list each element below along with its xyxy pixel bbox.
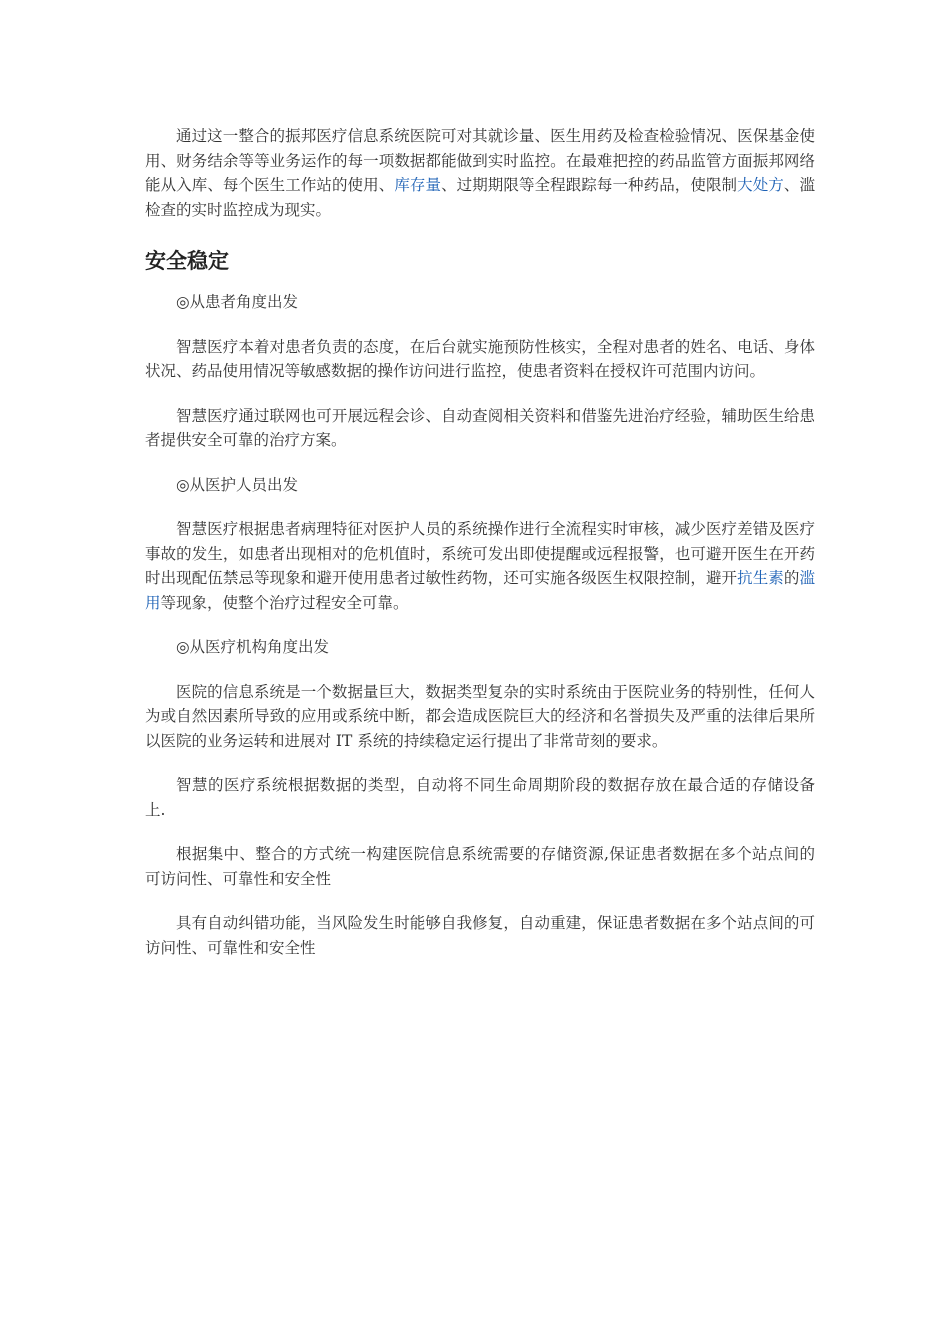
- subheading-patient: ◎从患者角度出发: [176, 293, 299, 311]
- patient-paragraph-2: 智慧医疗通过联网也可开展远程会诊、自动查阅相关资料和借鉴先进治疗经验，辅助医生给患者提供安全可靠的治疗方案。: [145, 406, 815, 449]
- org-paragraph-3: 根据集中、整合的方式统一构建医院信息系统需要的存储资源,保证患者数据在多个站点间的可访问性、可靠性和安全性: [145, 845, 815, 888]
- intro-paragraph: [145, 124, 815, 222]
- org-paragraph-2: 智慧的医疗系统根据数据的类型，自动将不同生命周期阶段的数据存放在最合适的存储设备上.: [145, 776, 815, 819]
- intro-text-2: 、过期期限等全程跟踪每一种药品，使限制: [441, 176, 738, 194]
- intro-text-1: 通过这一整合的振邦医疗信息系统医院可对其就诊量、医生用药及检查检验情况、医保基金使用、财务结余等等业务运作的每一项数据都能做到实时监控。在最难把控的药品监管方面振邦网络能从入库、每个医生工作站的使用、: [145, 127, 815, 194]
- org-paragraph-1: 医院的信息系统是一个数据量巨大，数据类型复杂的实时系统由于医院业务的特别性，任何人为或自然因素所导致的应用或系统中断，都会造成医院巨大的经济和名誉损失及严重的法律后果所以医院的业务运转和进展对 IT 系统的持续稳定运行提出了非常苛刻的要求。: [145, 682, 815, 750]
- subheading-staff: ◎从医护人员出发: [176, 475, 299, 494]
- staff-text-1: 智慧医疗根据患者病理特征对医护人员的系统操作进行全流程实时审核，减少医疗差错及医疗事故的发生，如患者出现相对的危机值时，系统可发出即使提醒或远程报警，也可避开医生在开药时出现配伍禁忌等现象和避开使用患者过敏性药物，还可实施各级医生权限控制，避开: [145, 520, 815, 587]
- staff-text-2: 的: [783, 569, 800, 587]
- section-heading: 安全稳定: [145, 249, 229, 273]
- staff-text-3: 等现象，使整个治疗过程安全可靠。: [160, 593, 409, 612]
- document-body: [145, 124, 815, 980]
- intro-text-3: 、滥检查的实时监控成为现实。: [145, 176, 815, 219]
- link-large-prescription[interactable]: 大处方: [737, 176, 784, 194]
- patient-paragraph-1: 智慧医疗本着对患者负责的态度，在后台就实施预防性核实，全程对患者的姓名、电话、身体状况、药品使用情况等敏感数据的操作访问进行监控，使患者资料在授权许可范围内访问。: [145, 337, 815, 380]
- subheading-organization: ◎从医疗机构角度出发: [176, 638, 330, 656]
- link-antibiotics[interactable]: 抗生素: [737, 569, 784, 587]
- link-inventory[interactable]: 库存量: [394, 176, 442, 194]
- staff-paragraph-1: [145, 517, 815, 615]
- link-abuse[interactable]: 滥用: [145, 569, 815, 612]
- org-paragraph-4: 具有自动纠错功能，当风险发生时能够自我修复，自动重建，保证患者数据在多个站点间的可访问性、可靠性和安全性: [145, 914, 815, 957]
